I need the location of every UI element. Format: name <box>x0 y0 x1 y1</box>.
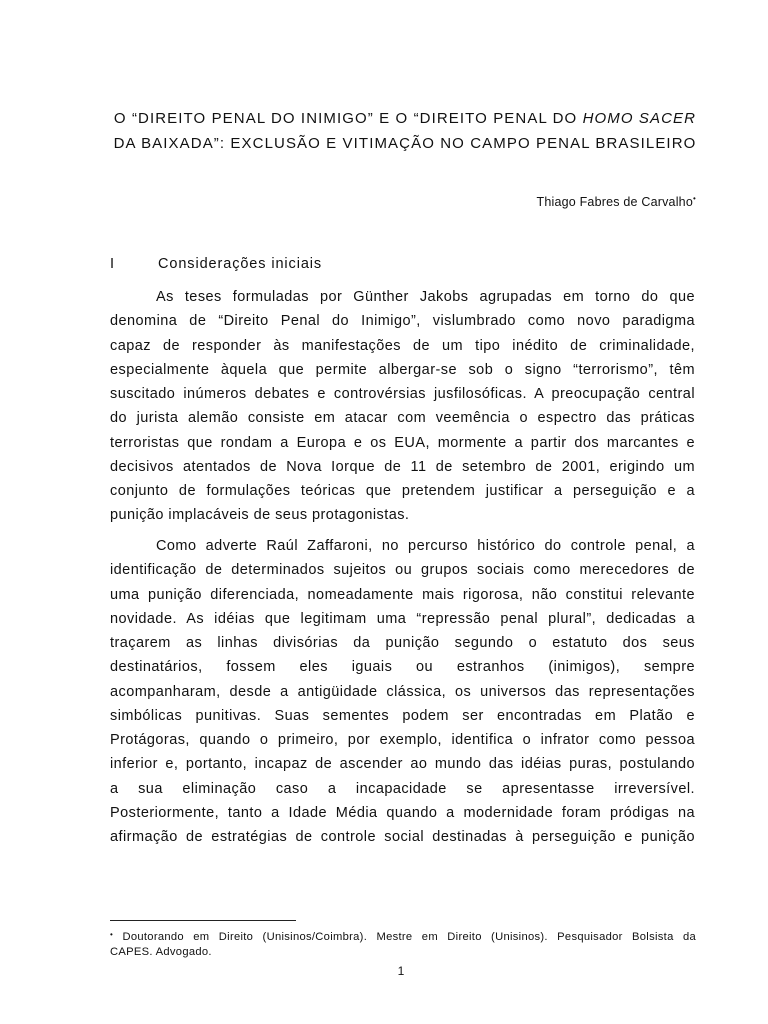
document-title <box>60 106 750 156</box>
section-title: Considerações iniciais <box>158 256 323 272</box>
footnote-line <box>110 928 696 945</box>
author-line <box>537 194 697 209</box>
text-line: denomina de “Direito Penal do Inimigo”, vislumbrado como novo paradigma <box>110 313 695 330</box>
title-line-1 <box>60 106 750 131</box>
author-footnote-mark: • <box>692 194 696 203</box>
text-line: traçarem as linhas divisórias da punição segundo o estatuto dos seus <box>110 635 695 651</box>
paragraph-2 <box>110 534 695 849</box>
footnote-rule <box>110 920 296 921</box>
page-number: 1 <box>397 964 405 978</box>
text-line: inferior e, portanto, incapaz de ascender ao mundo das idéias puras, postulando <box>110 756 695 773</box>
text-line: simbólicas punitivas. Suas sementes podem ser encontradas em Platão e <box>110 707 695 724</box>
footnote <box>110 928 696 959</box>
text-line: punição implacáveis de seus protagonistas. <box>110 507 410 524</box>
text-line: terroristas que rondam a Europa e os EUA, mormente a partir dos marcantes e <box>110 434 695 451</box>
title-line-1-text: O “DIREITO PENAL DO INIMIGO” E O “DIREITO PENAL DO <box>113 110 583 127</box>
text-line: identificação de determinados sujeitos ou grupos sociais como merecedores de <box>110 562 695 579</box>
title-italic-term: HOMO SACER <box>582 110 697 127</box>
text-line: decisivos atentados de Nova Iorque de 11 de setembro de 2001, erigindo um <box>110 458 695 475</box>
text-line: afirmação de estratégias de controle social destinadas à perseguição e punição <box>110 829 695 845</box>
paragraph-1 <box>110 285 695 528</box>
title-line-2: DA BAIXADA”: EXCLUSÃO E VITIMAÇÃO NO CAMPO PENAL BRASILEIRO <box>113 135 697 152</box>
footnote-line: CAPES. Advogado. <box>110 945 212 958</box>
author-name: Thiago Fabres de Carvalho <box>536 195 693 209</box>
text-line: Como adverte Raúl Zaffaroni, no percurso histórico do controle penal, a <box>156 538 695 554</box>
text-line: As teses formuladas por Günther Jakobs agrupadas em torno do que <box>156 289 695 305</box>
text-line: a sua eliminação caso a incapacidade se apresentasse irreversível. <box>110 780 695 797</box>
text-line: conjunto de formulações teóricas que pretendem justificar a perseguição e a <box>110 483 695 499</box>
text-line: destinatários, fossem eles iguais ou estranhos (inimigos), sempre <box>110 659 695 676</box>
text-line: Protágoras, quando o primeiro, por exemplo, identifica o infrator como pessoa <box>110 732 695 748</box>
text-line: capaz de responder às manifestações de um tipo inédito de criminalidade, <box>110 337 695 354</box>
section-number: I <box>110 256 115 272</box>
footnote-mark: • <box>110 930 114 939</box>
text-line: do jurista alemão consiste em atacar com veemência o espectro das práticas <box>110 410 695 427</box>
text-line: uma punição diferenciada, nomeadamente mais rigorosa, não constitui relevante <box>110 586 695 603</box>
text-line: suscitado inúmeros debates e controvérsias jusfilosóficas. A preocupação central <box>110 386 695 402</box>
text-line: acompanharam, desde a antigüidade clássica, os universos das representações <box>110 683 695 700</box>
text-line: Posteriormente, tanto a Idade Média quando a modernidade foram pródigas na <box>110 804 695 821</box>
text-line: especialmente àquela que permite albergar-se sob o signo “terrorismo”, têm <box>110 361 695 378</box>
footnote-text-1: Doutorando em Direito (Unisinos/Coimbra). Mestre em Direito (Unisinos). Pesquisador Bolsista da <box>122 931 696 943</box>
text-line: novidade. As idéias que legitimam uma “repressão penal plural”, dedicadas a <box>110 610 695 627</box>
section-heading <box>110 256 322 272</box>
